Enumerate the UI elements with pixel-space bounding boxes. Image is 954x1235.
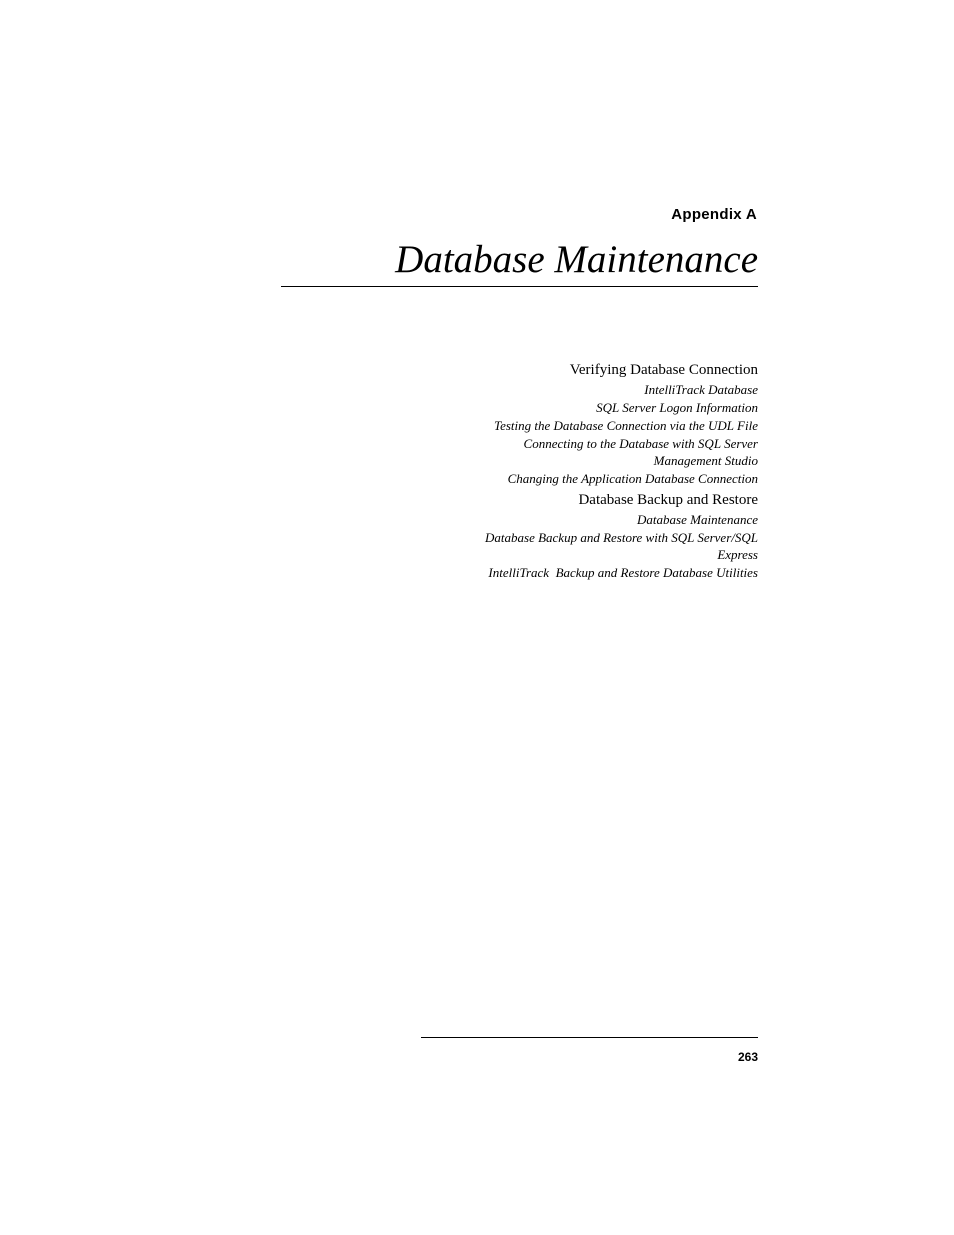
table-of-contents — [438, 360, 758, 581]
toc-entry-backup-restore-utilities[interactable]: IntelliTrack Backup and Restore Database Utilities — [488, 565, 758, 580]
toc-entry-changing-connection[interactable]: Changing the Application Database Connection — [507, 471, 758, 486]
toc-entry-connecting-ssms[interactable]: Connecting to the Database with SQL Server Management Studio — [523, 436, 758, 468]
appendix-label: Appendix A — [671, 206, 757, 223]
toc-section-verifying[interactable]: Verifying Database Connection — [569, 362, 758, 378]
title-divider — [281, 286, 758, 287]
toc-entry-backup-restore-sql[interactable]: Database Backup and Restore with SQL Server/SQL Express — [485, 530, 758, 562]
footer-divider — [421, 1037, 758, 1038]
toc-entry-sql-server-logon[interactable]: SQL Server Logon Information — [596, 400, 758, 415]
toc-section-backup-restore[interactable]: Database Backup and Restore — [578, 492, 758, 508]
toc-entry-database-maintenance[interactable]: Database Maintenance — [637, 512, 758, 527]
page-number: 263 — [737, 1050, 758, 1064]
toc-entry-intellitrack-database[interactable]: IntelliTrack Database — [644, 382, 758, 397]
toc-entry-testing-udl[interactable]: Testing the Database Connection via the UDL File — [494, 418, 758, 433]
chapter-title: Database Maintenance — [395, 238, 758, 281]
